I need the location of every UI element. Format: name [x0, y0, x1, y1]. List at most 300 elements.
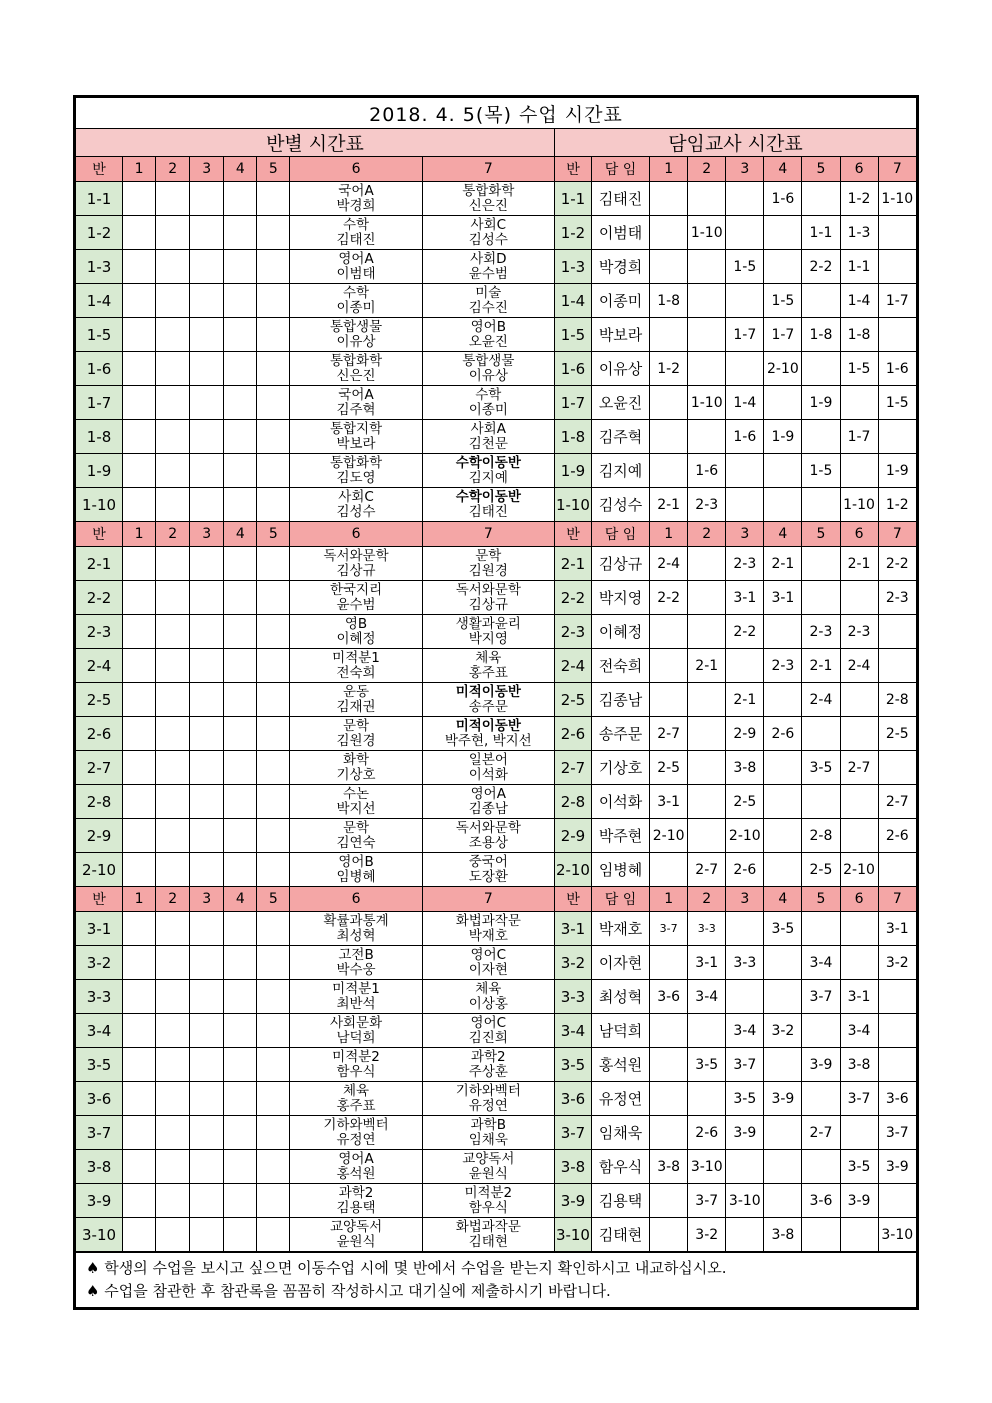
period-cell	[224, 683, 257, 717]
teacher-period-cell: 2-3	[878, 581, 916, 615]
period-cell	[156, 454, 190, 488]
period-cell	[224, 318, 257, 352]
period-cell	[123, 1116, 156, 1150]
teacher-period-cell	[650, 1048, 688, 1082]
column-header: 담 임	[592, 522, 650, 547]
subject-name: 국어A	[338, 182, 374, 199]
table-row	[76, 615, 917, 649]
teacher-name: 이종미	[336, 299, 376, 316]
class-cell: 3-9	[554, 1184, 591, 1218]
column-header: 2	[156, 157, 190, 182]
teacher-period-cell	[688, 751, 726, 785]
subject-name: 문학	[475, 547, 502, 564]
teacher-period-cell	[726, 284, 764, 318]
period-cell	[224, 1116, 257, 1150]
teacher-name: 김천문	[468, 435, 508, 452]
subject-cell	[290, 581, 422, 615]
teacher-period-cell: 1-7	[840, 420, 878, 454]
teacher-period-cell: 3-1	[688, 946, 726, 980]
subject-cell	[290, 318, 422, 352]
teacher-period-cell	[764, 853, 802, 887]
teacher-name: 김재권	[336, 698, 376, 715]
teacher-period-cell: 1-10	[840, 488, 878, 522]
subject-name: 미적이동반	[455, 683, 521, 700]
table-row	[76, 182, 917, 216]
subject-cell	[422, 1184, 554, 1218]
column-header: 5	[257, 522, 290, 547]
teacher-period-cell: 1-10	[688, 216, 726, 250]
column-header: 7	[878, 522, 916, 547]
period-cell	[123, 182, 156, 216]
teacher-period-cell	[878, 216, 916, 250]
subject-name: 체육	[475, 649, 502, 666]
column-header: 3	[190, 157, 224, 182]
subject-name: 수학	[475, 386, 502, 403]
period-cell	[257, 1150, 290, 1184]
period-cell	[123, 649, 156, 683]
subject-cell	[422, 1048, 554, 1082]
subject-cell	[290, 649, 422, 683]
teacher-name: 오윤진	[468, 333, 508, 350]
teacher-period-cell: 3-8	[650, 1150, 688, 1184]
column-header: 6	[840, 157, 878, 182]
teacher-period-cell	[802, 1218, 840, 1252]
teacher-period-cell: 2-7	[878, 785, 916, 819]
teacher-period-cell	[840, 454, 878, 488]
subject-name: 독서와문학	[455, 581, 521, 598]
teacher-period-cell: 2-4	[650, 547, 688, 581]
teacher-period-cell	[726, 1150, 764, 1184]
note-1: ♠ 학생의 수업을 보시고 싶으면 이동수업 시에 몇 반에서 수업을 받는지 확인하시고 내교하십시오.	[86, 1259, 727, 1277]
subject-cell	[290, 946, 422, 980]
teacher-name: 윤원식	[336, 1233, 376, 1250]
period-cell	[123, 819, 156, 853]
teacher-period-cell: 3-9	[726, 1116, 764, 1150]
subject-name: 사회C	[470, 216, 507, 233]
column-header: 4	[224, 887, 257, 912]
homeroom-teacher: 오윤진	[592, 386, 650, 420]
teacher-period-cell: 3-1	[840, 980, 878, 1014]
teacher-period-cell	[802, 581, 840, 615]
teacher-period-cell: 1-9	[764, 420, 802, 454]
subject-cell	[422, 683, 554, 717]
column-header: 3	[726, 522, 764, 547]
period-cell	[156, 284, 190, 318]
subject-name: 미적분2	[464, 1184, 513, 1201]
period-cell	[257, 717, 290, 751]
teacher-period-cell: 2-5	[726, 785, 764, 819]
teacher-period-cell	[688, 420, 726, 454]
class-cell: 2-9	[76, 819, 123, 853]
teacher-period-cell: 2-4	[840, 649, 878, 683]
teacher-period-cell	[764, 488, 802, 522]
teacher-period-cell	[650, 250, 688, 284]
teacher-name: 임채욱	[468, 1131, 508, 1148]
teacher-period-cell: 2-1	[688, 649, 726, 683]
subject-cell	[290, 284, 422, 318]
class-cell: 3-8	[76, 1150, 123, 1184]
subject-cell	[290, 488, 422, 522]
teacher-period-cell	[650, 649, 688, 683]
table-row	[76, 318, 917, 352]
teacher-period-cell: 2-7	[802, 1116, 840, 1150]
teacher-period-cell	[650, 216, 688, 250]
teacher-period-cell: 3-5	[840, 1150, 878, 1184]
teacher-period-cell: 2-1	[802, 649, 840, 683]
subject-cell	[422, 386, 554, 420]
period-cell	[224, 182, 257, 216]
period-cell	[224, 250, 257, 284]
teacher-period-cell: 2-10	[726, 819, 764, 853]
period-cell	[190, 912, 224, 946]
teacher-period-cell: 2-9	[726, 717, 764, 751]
period-cell	[190, 420, 224, 454]
teacher-period-cell	[764, 615, 802, 649]
period-cell	[156, 1014, 190, 1048]
teacher-period-cell	[650, 1082, 688, 1116]
teacher-period-cell	[764, 980, 802, 1014]
subject-cell	[422, 318, 554, 352]
class-cell: 2-5	[76, 683, 123, 717]
period-cell	[257, 182, 290, 216]
period-cell	[123, 250, 156, 284]
period-cell	[156, 1184, 190, 1218]
homeroom-teacher: 이혜정	[592, 615, 650, 649]
teacher-period-cell: 1-9	[878, 454, 916, 488]
period-cell	[156, 488, 190, 522]
teacher-period-cell: 3-1	[650, 785, 688, 819]
subject-name: 체육	[342, 1082, 370, 1099]
teacher-name: 윤수범	[468, 265, 508, 282]
class-cell: 1-4	[76, 284, 123, 318]
period-cell	[224, 649, 257, 683]
subject-name: 과학2	[338, 1184, 374, 1201]
subject-cell	[422, 785, 554, 819]
teacher-period-cell	[688, 1014, 726, 1048]
table-row	[76, 683, 917, 717]
subject-cell	[290, 615, 422, 649]
column-header: 7	[422, 887, 554, 912]
table-row	[76, 1218, 917, 1252]
teacher-name: 김수진	[468, 299, 508, 316]
teacher-period-cell: 3-5	[688, 1048, 726, 1082]
subject-name: 사회문화	[329, 1014, 383, 1031]
teacher-period-cell	[764, 250, 802, 284]
table-row	[76, 980, 917, 1014]
period-cell	[224, 751, 257, 785]
subject-name: 미적분1	[332, 980, 380, 997]
class-cell: 2-7	[76, 751, 123, 785]
teacher-period-cell	[688, 819, 726, 853]
teacher-period-cell: 1-5	[764, 284, 802, 318]
column-header: 7	[422, 522, 554, 547]
period-cell	[224, 853, 257, 887]
subject-cell	[422, 182, 554, 216]
class-cell: 1-2	[76, 216, 123, 250]
period-cell	[123, 615, 156, 649]
teacher-name: 최성혁	[336, 927, 376, 944]
period-cell	[257, 1184, 290, 1218]
table-row	[76, 352, 917, 386]
teacher-period-cell: 2-1	[764, 547, 802, 581]
class-cell: 1-3	[76, 250, 123, 284]
teacher-period-cell	[688, 717, 726, 751]
class-cell: 1-1	[76, 182, 123, 216]
teacher-period-cell	[878, 1048, 916, 1082]
teacher-period-cell: 1-1	[802, 216, 840, 250]
class-cell: 2-5	[554, 683, 591, 717]
teacher-period-cell: 2-4	[802, 683, 840, 717]
teacher-period-cell: 1-7	[726, 318, 764, 352]
teacher-period-cell	[802, 1082, 840, 1116]
teacher-name: 이범태	[336, 265, 376, 282]
period-cell	[190, 785, 224, 819]
subject-name: 기하와벡터	[455, 1082, 521, 1099]
class-cell: 1-9	[554, 454, 591, 488]
period-cell	[156, 946, 190, 980]
subject-cell	[422, 454, 554, 488]
subject-name: 확률과통계	[323, 912, 389, 929]
period-cell	[190, 1048, 224, 1082]
period-cell	[257, 853, 290, 887]
subject-cell	[422, 751, 554, 785]
class-cell: 1-4	[554, 284, 591, 318]
period-cell	[257, 250, 290, 284]
class-cell: 3-4	[76, 1014, 123, 1048]
column-header: 4	[764, 157, 802, 182]
teacher-period-cell: 1-5	[878, 386, 916, 420]
teacher-period-cell	[764, 454, 802, 488]
teacher-period-cell: 1-8	[650, 284, 688, 318]
homeroom-teacher: 남덕희	[592, 1014, 650, 1048]
teacher-timetable-title: 담임교사 시간표	[554, 129, 916, 157]
teacher-period-cell: 1-10	[878, 182, 916, 216]
period-cell	[190, 980, 224, 1014]
period-cell	[257, 980, 290, 1014]
teacher-period-cell: 1-1	[840, 250, 878, 284]
teacher-period-cell: 2-7	[840, 751, 878, 785]
teacher-period-cell	[764, 1048, 802, 1082]
subject-cell	[422, 284, 554, 318]
teacher-period-cell	[726, 980, 764, 1014]
period-cell	[123, 1082, 156, 1116]
teacher-period-cell: 2-1	[726, 683, 764, 717]
subject-cell	[290, 547, 422, 581]
column-header: 3	[726, 887, 764, 912]
teacher-period-cell: 1-5	[726, 250, 764, 284]
teacher-period-cell: 3-9	[764, 1082, 802, 1116]
teacher-period-cell	[764, 386, 802, 420]
teacher-period-cell: 1-3	[840, 216, 878, 250]
teacher-period-cell: 1-5	[802, 454, 840, 488]
teacher-period-cell: 2-10	[840, 853, 878, 887]
teacher-period-cell	[726, 912, 764, 946]
teacher-period-cell	[878, 980, 916, 1014]
teacher-period-cell: 2-1	[650, 488, 688, 522]
teacher-period-cell: 2-8	[878, 683, 916, 717]
class-cell: 2-4	[76, 649, 123, 683]
teacher-period-cell	[802, 488, 840, 522]
teacher-period-cell: 3-2	[764, 1014, 802, 1048]
teacher-period-cell	[764, 1116, 802, 1150]
period-cell	[257, 683, 290, 717]
column-header: 6	[290, 157, 422, 182]
teacher-period-cell: 3-7	[726, 1048, 764, 1082]
teacher-period-cell: 2-6	[764, 717, 802, 751]
table-row	[76, 454, 917, 488]
homeroom-teacher: 박경희	[592, 250, 650, 284]
teacher-period-cell: 3-5	[764, 912, 802, 946]
teacher-period-cell: 3-9	[802, 1048, 840, 1082]
class-cell: 1-10	[76, 488, 123, 522]
class-cell: 1-10	[554, 488, 591, 522]
teacher-period-cell	[764, 946, 802, 980]
teacher-period-cell: 2-3	[726, 547, 764, 581]
column-header: 2	[156, 522, 190, 547]
period-cell	[156, 1150, 190, 1184]
subject-name: 영어A	[470, 785, 506, 802]
class-cell: 1-1	[554, 182, 591, 216]
homeroom-teacher: 김태현	[592, 1218, 650, 1252]
teacher-period-cell	[840, 912, 878, 946]
class-cell: 2-2	[76, 581, 123, 615]
teacher-period-cell	[802, 420, 840, 454]
class-cell: 3-7	[76, 1116, 123, 1150]
table-row	[76, 1184, 917, 1218]
teacher-period-cell: 2-2	[802, 250, 840, 284]
teacher-period-cell	[802, 1014, 840, 1048]
class-cell: 2-7	[554, 751, 591, 785]
table-row	[76, 785, 917, 819]
teacher-period-cell: 2-2	[650, 581, 688, 615]
teacher-name: 김성수	[468, 231, 508, 248]
teacher-period-cell	[650, 853, 688, 887]
subject-name: 문학	[342, 819, 370, 836]
period-cell	[123, 352, 156, 386]
subject-cell	[422, 420, 554, 454]
teacher-period-cell: 2-5	[650, 751, 688, 785]
class-cell: 1-8	[76, 420, 123, 454]
table-row	[76, 1116, 917, 1150]
teacher-period-cell	[802, 717, 840, 751]
teacher-period-cell	[688, 284, 726, 318]
period-cell	[257, 1014, 290, 1048]
subject-name: 수논	[342, 785, 370, 802]
period-cell	[190, 386, 224, 420]
teacher-period-cell	[726, 182, 764, 216]
class-cell: 2-10	[554, 853, 591, 887]
teacher-period-cell: 3-7	[650, 912, 688, 946]
table-row	[76, 420, 917, 454]
class-cell: 3-7	[554, 1116, 591, 1150]
teacher-period-cell	[840, 1218, 878, 1252]
subject-name: 통합지학	[329, 420, 383, 437]
period-cell	[224, 615, 257, 649]
subject-cell	[290, 1116, 422, 1150]
subject-cell	[290, 980, 422, 1014]
period-cell	[190, 615, 224, 649]
period-cell	[156, 1048, 190, 1082]
header-row	[76, 522, 917, 547]
teacher-name: 윤원식	[468, 1165, 508, 1182]
period-cell	[123, 581, 156, 615]
teacher-period-cell	[764, 819, 802, 853]
period-cell	[123, 853, 156, 887]
teacher-period-cell: 2-6	[878, 819, 916, 853]
column-header: 2	[156, 887, 190, 912]
subject-name: 화법과작문	[455, 1218, 521, 1235]
subject-name: 영어B	[470, 318, 506, 335]
teacher-period-cell: 3-3	[688, 912, 726, 946]
period-cell	[224, 946, 257, 980]
period-cell	[156, 182, 190, 216]
period-cell	[123, 683, 156, 717]
period-cell	[123, 454, 156, 488]
teacher-period-cell	[650, 615, 688, 649]
class-cell: 3-9	[76, 1184, 123, 1218]
table-row	[76, 751, 917, 785]
teacher-name: 박지선	[336, 800, 376, 817]
period-cell	[156, 649, 190, 683]
subject-cell	[290, 250, 422, 284]
subject-cell	[422, 352, 554, 386]
teacher-name: 김진희	[468, 1029, 508, 1046]
teacher-name: 조용상	[468, 834, 508, 851]
column-header: 2	[688, 522, 726, 547]
teacher-name: 김태현	[468, 1233, 508, 1250]
class-cell: 2-6	[76, 717, 123, 751]
column-header: 5	[802, 887, 840, 912]
period-cell	[224, 785, 257, 819]
teacher-period-cell: 2-10	[650, 819, 688, 853]
homeroom-teacher: 함우식	[592, 1150, 650, 1184]
period-cell	[224, 352, 257, 386]
period-cell	[257, 454, 290, 488]
teacher-period-cell	[650, 1014, 688, 1048]
subject-name: 생활과윤리	[455, 615, 521, 632]
teacher-period-cell	[688, 785, 726, 819]
teacher-period-cell	[726, 488, 764, 522]
class-cell: 2-9	[554, 819, 591, 853]
table-row	[76, 717, 917, 751]
subject-cell	[290, 1184, 422, 1218]
class-cell: 1-2	[554, 216, 591, 250]
teacher-period-cell	[726, 216, 764, 250]
subject-name: 교양독서	[462, 1150, 515, 1167]
teacher-period-cell: 1-2	[650, 352, 688, 386]
period-cell	[123, 420, 156, 454]
class-cell: 1-9	[76, 454, 123, 488]
period-cell	[257, 386, 290, 420]
teacher-period-cell: 3-4	[802, 946, 840, 980]
class-cell: 1-7	[76, 386, 123, 420]
teacher-period-cell: 1-9	[802, 386, 840, 420]
teacher-period-cell	[840, 946, 878, 980]
period-cell	[190, 649, 224, 683]
period-cell	[257, 785, 290, 819]
class-cell: 3-2	[76, 946, 123, 980]
period-cell	[156, 386, 190, 420]
subject-name: 국어A	[338, 386, 374, 403]
teacher-period-cell: 3-7	[802, 980, 840, 1014]
homeroom-teacher: 이자현	[592, 946, 650, 980]
subject-name: 기하와벡터	[323, 1116, 389, 1133]
period-cell	[190, 1184, 224, 1218]
period-cell	[257, 216, 290, 250]
period-cell	[123, 284, 156, 318]
teacher-period-cell: 3-10	[878, 1218, 916, 1252]
teacher-period-cell: 3-1	[726, 581, 764, 615]
